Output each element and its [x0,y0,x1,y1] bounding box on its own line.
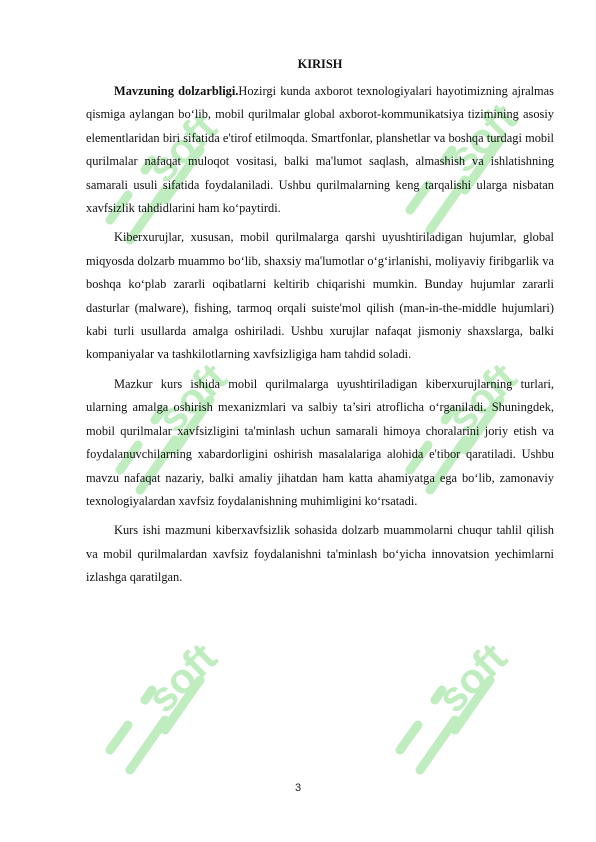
paragraph-text: Mazkur kurs ishida mobil qurilmalarga uyushtiriladigan kiberxurujlarning turlari, ularning amalga oshirish mexanizmlari va salbiy ta’siri atroflicha o‘rganiladi. Shuningdek, mobil qurilmalar xavfsizligini ta'minlash uchun samarali himoya choralarini joriy etish va foydalanuvchilarning xabardorligini oshirish masalalariga alohida e'tibor qaratiladi. Ushbu mavzu nafaqat nazariy, balki amaliy jihatdan ham katta ahamiyatga ega bo‘lib, zamonaviy texnologiyalardan xavfsiz foydalanishning muhimligini ko‘rsatadi. [86,376,554,508]
watermark-text: soft [138,103,226,192]
paragraph-lead: Mavzuning dolzarbligi. [114,84,239,98]
paragraph-course-goal [86,519,554,589]
watermark-text: soft [138,633,226,722]
paragraph-text: Hozirgi kunda axborot texnologiyalari hayotimizning ajralmas qismiga aylangan bo‘lib, mobil qurilmalar global axborot-kommunikatsiya tizimining asosiy elementlaridan biri sifatida e'tirof etilmoqda. Smartfonlar, planshetlar va boshqa turdagi mobil qurilmalar nafaqat muloqot vositasi, balki ma'lumot saqlash, almashish va ishlatishning samarali usuli sifatida foydalaniladi. Ushbu qurilmalarning keng tarqalishi ularga nisbatan xavfsizlik tahdidlarini ham ko‘paytirdi. [86,84,554,216]
paragraph-text: Kiberxurujlar, xususan, mobil qurilmalarga qarshi uyushtiriladigan hujumlar, global miqyosda dolzarb muammo bo‘lib, shaxsiy ma'lumotlar o‘g‘irlanishi, moliyaviy firibgarlik va boshqa ko‘plab zararli oqibatlarni keltirib chiqarishi mumkin. Bunday hujumlar zararli dasturlar (malware), fishing, tarmoq orqali suiste'mol qilish (man-in-the-middle hujumlari) kabi turli usullarda amalga oshiriladi. Ushbu xurujlar nafaqat jismoniy shaxslarga, balki kompaniyalar va tashkilotlarning xavfsizligiga ham tahdid soladi. [86,230,554,362]
paragraph-course-scope [86,373,554,513]
paragraph-relevance [86,80,554,220]
watermark-text: soft [148,353,236,442]
watermark-logo-icon [70,600,260,790]
paragraph-text: Kurs ishi mazmuni kiberxavfsizlik sohasida dolzarb muammolarni chuqur tahlil qilish va mobil qurilmalardan xavfsiz foydalanishni ta'minlash bo‘yicha innovatsion yechimlarni izlashga qaratilgan. [86,523,554,585]
watermark-text: soft [438,93,526,182]
watermark-logo-icon [360,600,550,790]
watermark-text: soft [438,353,526,442]
page-number: 3 [294,782,302,794]
document-body [86,57,554,596]
page-title: KIRISH [297,57,343,71]
watermark-text: soft [428,633,516,722]
paragraph-cyberattacks [86,226,554,366]
